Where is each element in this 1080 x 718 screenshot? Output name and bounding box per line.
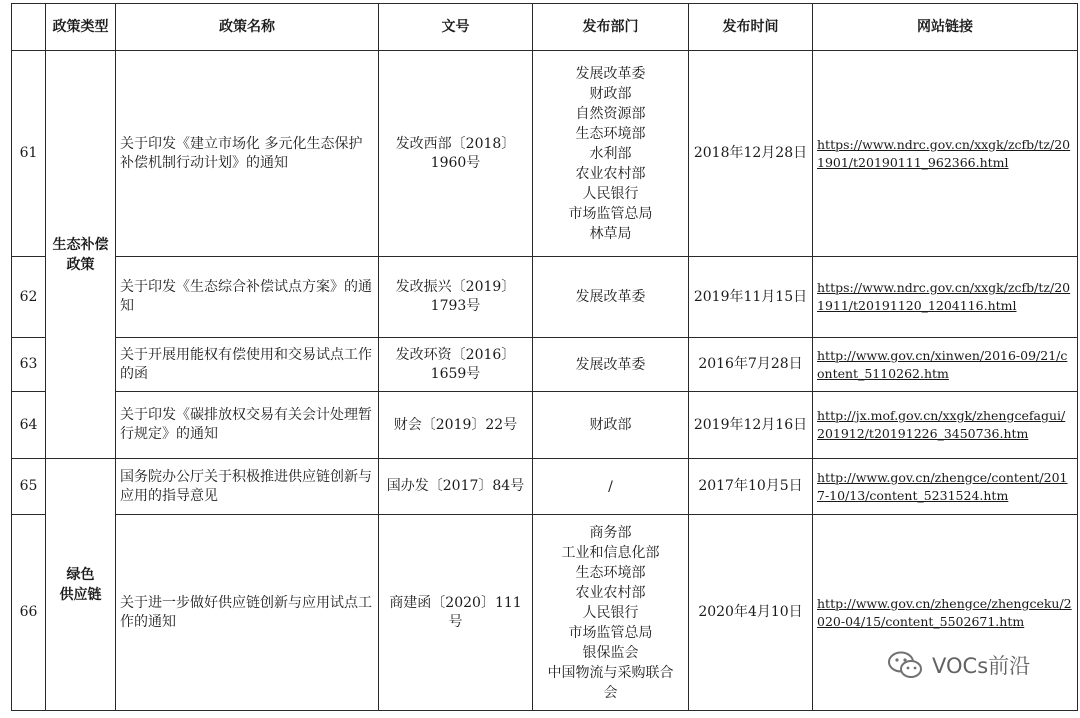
row-number: 63 bbox=[12, 338, 46, 392]
document-number: 财会〔2019〕22号 bbox=[379, 392, 533, 459]
table-row bbox=[12, 392, 1078, 459]
publish-date: 2016年7月28日 bbox=[689, 338, 813, 392]
website-link-cell bbox=[813, 338, 1078, 392]
wechat-icon bbox=[886, 650, 924, 680]
table-row bbox=[12, 338, 1078, 392]
policy-table bbox=[11, 3, 1078, 711]
policy-name: 国务院办公厅关于积极推进供应链创新与应用的指导意见 bbox=[116, 459, 379, 515]
watermark-text: VOCs前沿 bbox=[932, 654, 1031, 678]
row-number: 66 bbox=[12, 515, 46, 711]
department-item: / bbox=[608, 478, 613, 495]
document-number: 发改振兴〔2019〕 1793号 bbox=[379, 257, 533, 338]
header-type: 政策类型 bbox=[46, 4, 116, 51]
document-number: 发改环资〔2016〕 1659号 bbox=[379, 338, 533, 392]
table-row bbox=[12, 459, 1078, 515]
department-item: 自然资源部 bbox=[575, 105, 646, 122]
publish-date: 2020年4月10日 bbox=[689, 515, 813, 711]
website-link[interactable]: https://www.ndrc.gov.cn/xxgk/zcfb/tz/201901/t20190111_962366.html bbox=[817, 136, 1071, 170]
department-item: 市场监管总局 bbox=[568, 205, 653, 222]
department-item: 发展改革委 bbox=[575, 289, 646, 305]
department-item: 商务部 bbox=[589, 524, 632, 541]
header-date: 发布时间 bbox=[689, 4, 813, 51]
publish-date: 2019年12月16日 bbox=[689, 392, 813, 459]
row-number: 65 bbox=[12, 459, 46, 515]
department-item: 生态环境部 bbox=[575, 125, 646, 142]
header-row bbox=[12, 4, 1078, 51]
header-name: 政策名称 bbox=[116, 4, 379, 51]
department-list bbox=[533, 338, 689, 392]
department-list bbox=[533, 459, 689, 515]
department-item: 财政部 bbox=[589, 417, 632, 433]
website-link[interactable]: http://www.gov.cn/xinwen/2016-09/21/content_5110262.htm bbox=[817, 347, 1068, 381]
department-item: 人民银行 bbox=[582, 604, 639, 621]
header-num bbox=[12, 4, 46, 51]
department-item: 发展改革委 bbox=[575, 356, 646, 373]
website-link-cell bbox=[813, 459, 1078, 515]
department-item: 水利部 bbox=[589, 145, 632, 162]
header-docno: 文号 bbox=[379, 4, 533, 51]
table-row bbox=[12, 257, 1078, 338]
policy-type-cell: 生态补偿 政策 bbox=[46, 51, 116, 459]
website-link-cell bbox=[813, 515, 1078, 711]
department-list bbox=[533, 257, 689, 338]
department-item: 中国物流与采购联合 会 bbox=[547, 664, 674, 701]
policy-name: 关于印发《碳排放权交易有关会计处理暂行规定》的通知 bbox=[116, 392, 379, 459]
row-number: 62 bbox=[12, 257, 46, 338]
department-item: 市场监管总局 bbox=[568, 624, 653, 641]
department-list bbox=[533, 392, 689, 459]
policy-name: 关于开展用能权有偿使用和交易试点工作的函 bbox=[116, 338, 379, 392]
policy-name: 关于印发《建立市场化 多元化生态保护补偿机制行动计划》的通知 bbox=[116, 51, 379, 257]
watermark bbox=[886, 650, 1030, 680]
publish-date: 2017年10月5日 bbox=[689, 459, 813, 515]
row-number: 64 bbox=[12, 392, 46, 459]
department-item: 生态环境部 bbox=[575, 564, 646, 581]
header-link: 网站链接 bbox=[813, 4, 1078, 51]
policy-type-cell: 绿色 供应链 bbox=[46, 459, 116, 711]
department-item: 农业农村部 bbox=[575, 165, 646, 182]
department-list bbox=[533, 51, 689, 257]
department-item: 银保监会 bbox=[582, 644, 639, 661]
department-item: 财政部 bbox=[589, 85, 632, 102]
document-number: 发改西部〔2018〕 1960号 bbox=[379, 51, 533, 257]
publish-date: 2018年12月28日 bbox=[689, 51, 813, 257]
website-link-cell bbox=[813, 257, 1078, 338]
policy-name: 关于进一步做好供应链创新与应用试点工作的通知 bbox=[116, 515, 379, 711]
header-dept: 发布部门 bbox=[533, 4, 689, 51]
website-link[interactable]: http://jx.mof.gov.cn/xxgk/zhengcefagui/201912/t20191226_3450736.htm bbox=[817, 408, 1066, 441]
row-number: 61 bbox=[12, 51, 46, 257]
website-link[interactable]: http://www.gov.cn/zhengce/zhengceku/2020-04/15/content_5502671.htm bbox=[817, 595, 1072, 629]
publish-date: 2019年11月15日 bbox=[689, 257, 813, 338]
table-row bbox=[12, 515, 1078, 711]
website-link-cell bbox=[813, 51, 1078, 257]
department-item: 发展改革委 bbox=[575, 65, 646, 82]
policy-name: 关于印发《生态综合补偿试点方案》的通知 bbox=[116, 257, 379, 338]
document-number: 商建函〔2020〕111 号 bbox=[379, 515, 533, 711]
document-number: 国办发〔2017〕84号 bbox=[379, 459, 533, 515]
website-link[interactable]: http://www.gov.cn/zhengce/content/2017-10/13/content_5231524.htm bbox=[817, 469, 1068, 503]
table-row bbox=[12, 51, 1078, 257]
department-item: 农业农村部 bbox=[575, 584, 646, 601]
department-item: 工业和信息化部 bbox=[561, 544, 660, 561]
website-link-cell bbox=[813, 392, 1078, 459]
department-item: 人民银行 bbox=[582, 185, 639, 202]
website-link[interactable]: https://www.ndrc.gov.cn/xxgk/zcfb/tz/201911/t20191120_1204116.html bbox=[817, 280, 1071, 313]
department-item: 林草局 bbox=[589, 225, 632, 242]
department-list bbox=[533, 515, 689, 711]
